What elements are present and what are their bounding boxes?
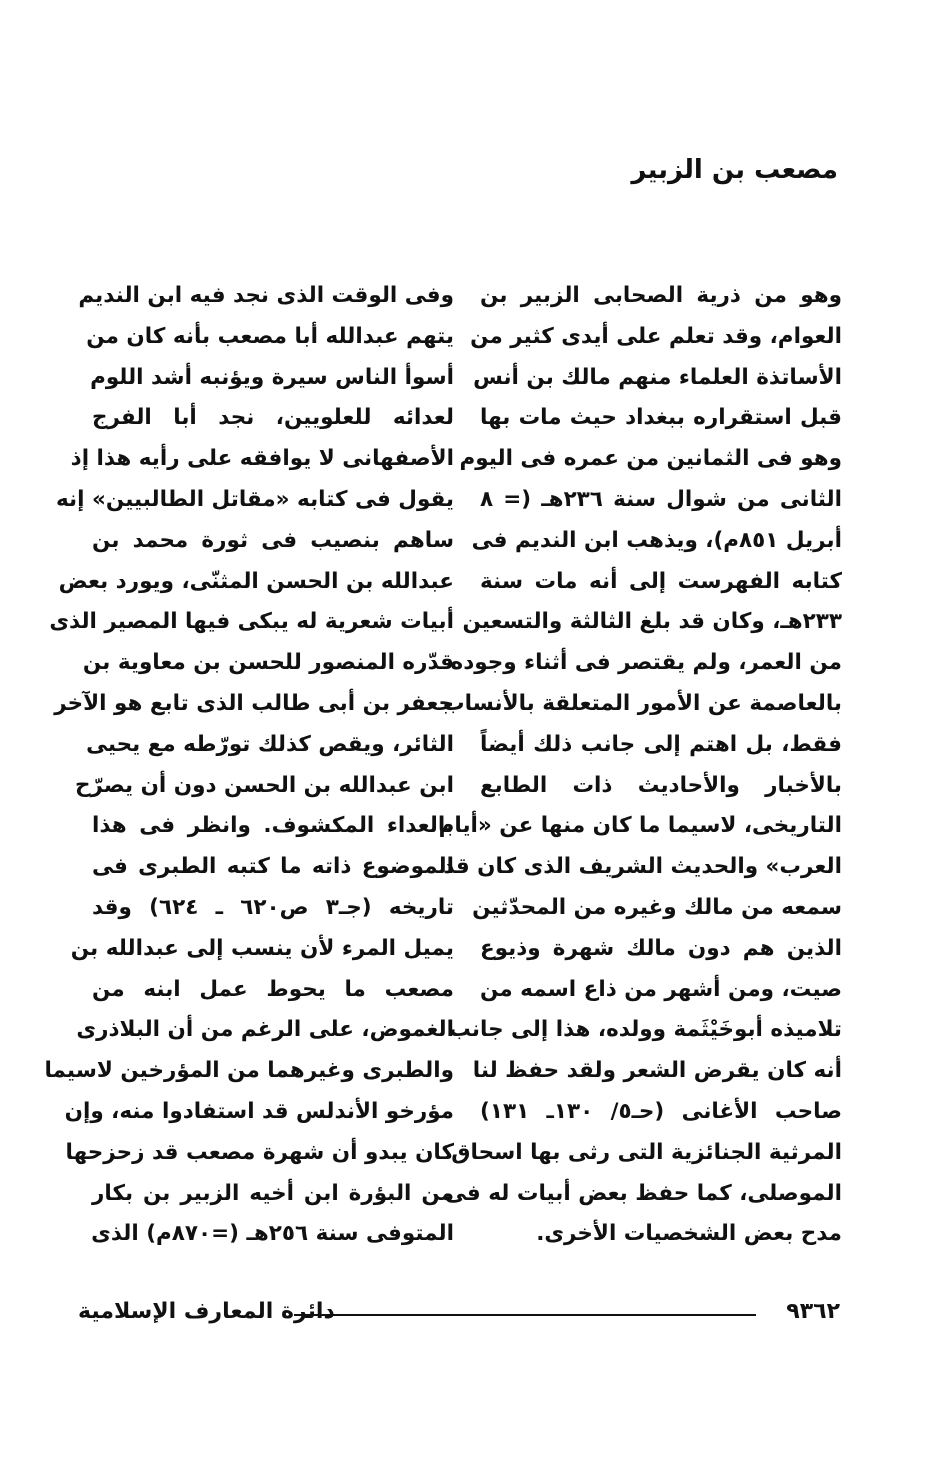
text-line: يميل المرء لأن ينسب إلى عبدالله بن	[70, 935, 454, 961]
text-line: الموصلى، كما حفظ بعض أبيات له فى	[444, 1180, 842, 1206]
text-line: وهو من ذرية الصحابى الزبير بن	[480, 283, 842, 308]
text-line: وهو فى الثمانين من عمره فى اليوم	[459, 446, 842, 472]
text-line: والطبرى وغيرهما من المؤرخين لاسيما	[44, 1058, 454, 1084]
text-column-left	[44, 276, 454, 1255]
text-line: أنه كان يقرض الشعر ولقد حفظ لنا	[472, 1058, 842, 1084]
text-line: الموضوع ذاته ما كتبه الطبرى فى	[92, 854, 454, 880]
text-line: الثائر، ويقص كذلك تورّطه مع يحيى	[86, 731, 454, 757]
text-line: قدّره المنصور للحسن بن معاوية بن	[82, 650, 454, 676]
text-line: أبريل ٨٥١م)، ويذهب ابن النديم فى	[471, 527, 842, 553]
text-line: الغموض، على الرغم من أن البلاذرى	[76, 1017, 454, 1043]
text-line: الذين هم دون مالك شهرة وذيوع	[480, 935, 842, 961]
text-line: ساهم بنصيب فى ثورة محمد بن	[92, 527, 454, 553]
text-line: يتهم عبدالله أبا مصعب بأنه كان من	[86, 323, 454, 349]
text-line: من البؤرة ابن أخيه الزبير بن بكار	[92, 1180, 454, 1206]
running-title: مصعب بن الزبير	[631, 155, 838, 185]
text-line: صاحب الأغانى (حـ٥/ ١٣٠ـ ١٣١)	[480, 1098, 842, 1124]
text-line: من العمر، ولم يقتصر فى أثناء وجوده	[450, 650, 842, 676]
journal-title: دائرة المعارف الإسلامية	[78, 1299, 335, 1324]
text-line: المتوفى سنة ٢٥٦هـ (=٨٧٠م) الذى	[91, 1221, 454, 1247]
text-line: المرثية الجنائزية التى رثى بها اسحاق	[451, 1139, 842, 1165]
text-line: مدح بعض الشخصيات الأخرى.	[536, 1221, 842, 1247]
text-line: مصعب ما يحوط عمل ابنه من	[92, 976, 454, 1002]
text-line: تلاميذه أبوخَيْثَمة وولده، هذا إلى جانب	[449, 1017, 842, 1043]
text-line: صيت، ومن أشهر من ذاع اسمه من	[480, 976, 842, 1002]
text-line: قبل استقراره ببغداد حيث مات بها	[480, 405, 842, 431]
page-footer	[78, 1292, 840, 1332]
text-line: فقط، بل اهتم إلى جانب ذلك أيضاً	[480, 731, 842, 757]
text-line: كان يبدو أن شهرة مصعب قد زحزحها	[65, 1139, 454, 1165]
text-line: وفى الوقت الذى نجد فيه ابن النديم	[78, 283, 454, 308]
text-line: التاريخى، لاسيما ما كان منها عن «أيام	[438, 813, 842, 839]
text-line: سمعه من مالك وغيره من المحدّثين	[472, 894, 842, 920]
text-line: يقول فى كتابه «مقاتل الطالبيين» إنه	[56, 486, 454, 512]
text-line: لعدائه للعلويين، نجد أبا الفرج	[92, 405, 454, 431]
text-line: بالعداء المكشوف. وانظر فى هذا	[92, 813, 454, 839]
text-line: الثانى من شوال سنة ٢٣٦هـ (= ٨	[480, 486, 842, 512]
text-line: بالأخبار والأحاديث ذات الطابع	[480, 772, 842, 798]
text-line: أسوأ الناس سيرة ويؤنبه أشد اللوم	[90, 364, 454, 390]
text-line: عبدالله بن الحسن المثنّى، ويورد بعض	[58, 568, 454, 594]
text-line: أبيات شعرية له يبكى فيها المصير الذى	[49, 609, 454, 635]
text-line: بالعاصمة عن الأمور المتعلقة بالأنساب	[442, 690, 842, 716]
text-line: ابن عبدالله بن الحسن دون أن يصرّح	[74, 772, 454, 798]
text-line: العوام، وقد تعلم على أيدى كثير من	[470, 323, 842, 349]
text-line: كتابه الفهرست إلى أنه مات سنة	[480, 568, 842, 594]
text-line: ٢٣٣هـ، وكان قد بلغ الثالثة والتسعين	[462, 609, 842, 635]
page-number: ٩٣٦٢	[786, 1299, 840, 1324]
text-line: الأساتذة العلماء منهم مالك بن أنس	[473, 364, 842, 390]
text-column-right	[438, 276, 842, 1255]
text-line: العرب» والحديث الشريف الذى كان قد	[443, 854, 842, 880]
text-line: الأصفهانى لا يوافقه على رأيه هذا إذ	[70, 446, 454, 472]
text-line: تاريخه (جـ٣ ص٦٢٠ ـ ٦٢٤) وقد	[92, 894, 454, 920]
footer-rule	[294, 1314, 756, 1316]
text-line: جعفر بن أبى طالب الذى تابع هو الآخر	[54, 690, 454, 716]
text-line: مؤرخو الأندلس قد استفادوا منه، وإن	[64, 1098, 454, 1124]
